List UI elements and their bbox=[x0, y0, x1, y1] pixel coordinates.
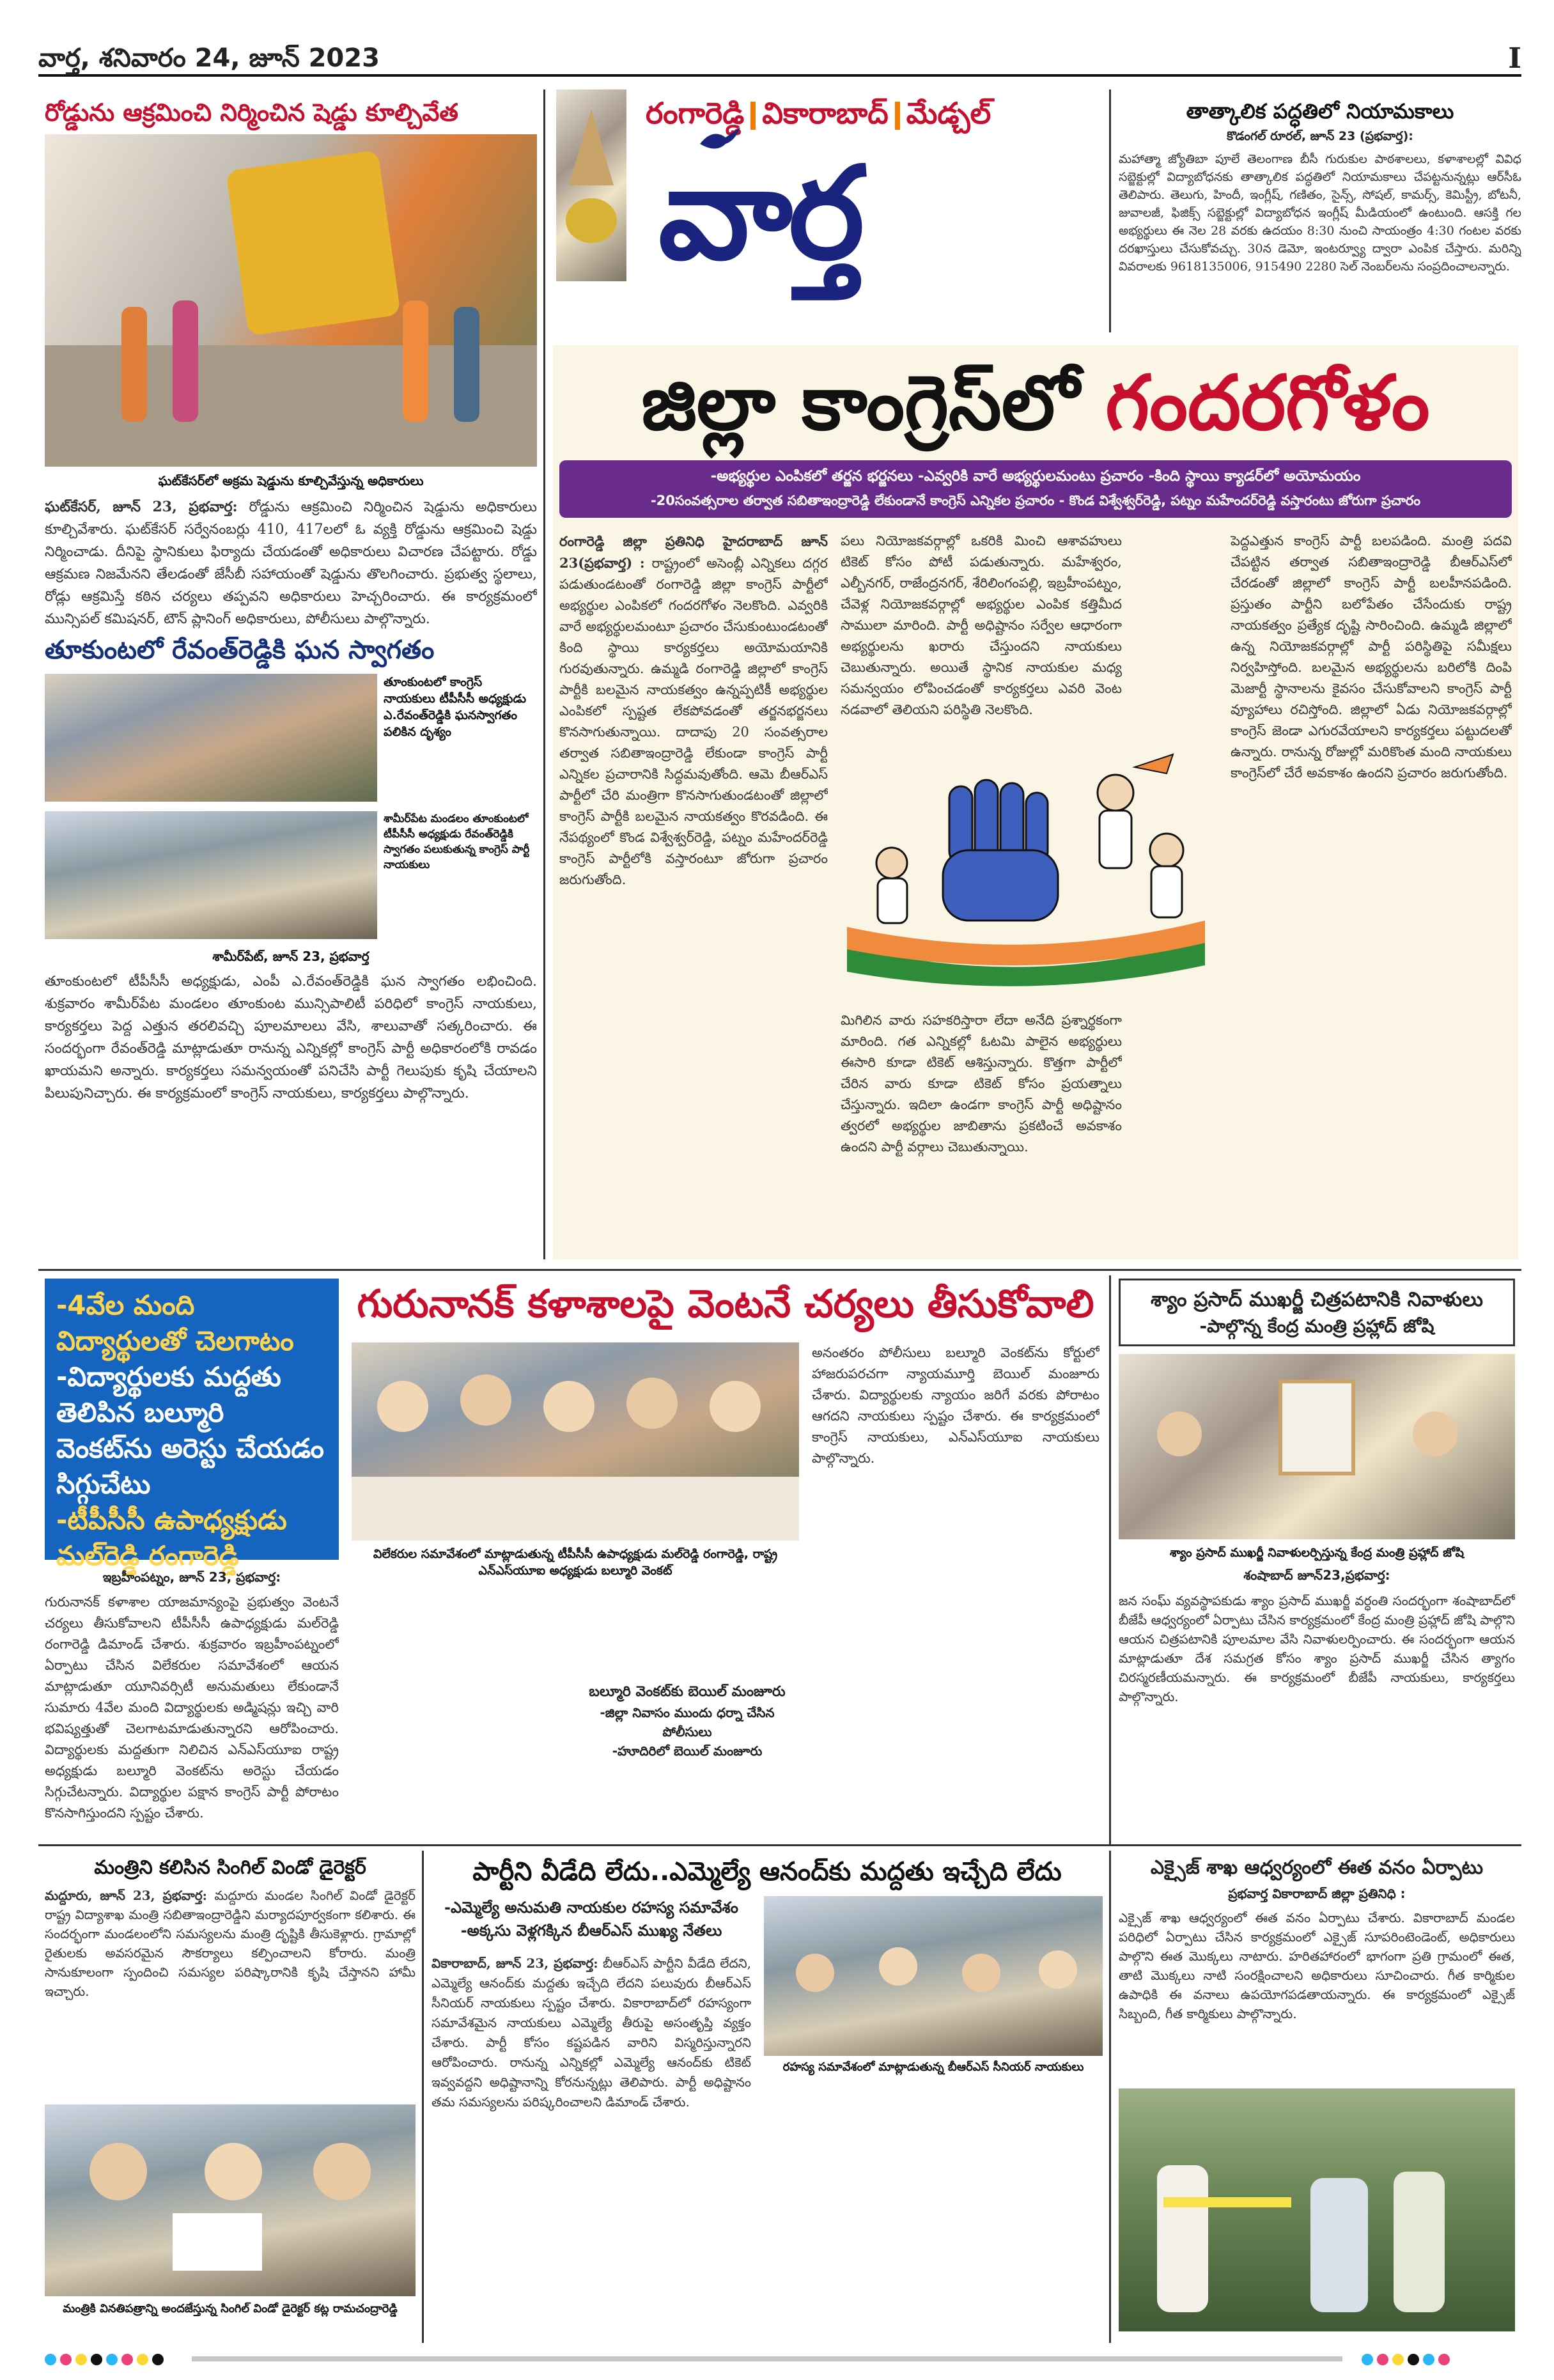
director-dateline: మద్దూరు, జూన్ 23, ప్రభవార్త: bbox=[45, 1888, 207, 1903]
masthead bbox=[556, 89, 1099, 332]
gurunanak-dateline: ఇబ్రహీంపట్నం, జూన్ 23, ప్రభవార్త: bbox=[102, 1569, 281, 1585]
party-headline: పార్టీని వీడేది లేదు..ఎమ్మెల్యే ఆనంద్‌కు మద్దతు ఇచ్చేది లేదు bbox=[472, 1857, 1062, 1886]
party-body bbox=[431, 1954, 751, 2337]
congress-col-4: పెద్దఎత్తున కాంగ్రెస్ పార్టీ బలపడింది. మంత్రి పదవి చేపట్టిన తర్వాత సబితాఇంద్రారెడ్డి బీఆర్ఎస్‌లో చేరడంతో జిల్లాలో కాంగ్రెస్ పార్టీ బలహీనపడింది. ప్రస్తుతం పార్టీని బలోపేతం చేసేందుకు రాష్ట్ర నాయకత్వం ప్రత్యేక దృష్టి సారించింది. ఉమ్మడి జిల్లాలో ఉన్న నియోజకవర్గాల్లో పార్టీ పరిస్థితిపై సమీక్షలు నిర్వహిస్తోంది. బలమైన అభ్యర్థులను బరిలోకి దింపి మెజార్టీ స్థానాలను కైవసం చేసుకోవాలని కాంగ్రెస్ పార్టీ వ్యూహాలు రచిస్తోంది. జిల్లాలో ఏడు నియోజకవర్గాల్లో కాంగ్రెస్ జెండా ఎగురవేయాలని కార్యకర్తలు పట్టుదలతో ఉన్నారు. రానున్న రోజుల్లో మరికొంత మంది నాయకులు కాంగ్రెస్‌లో చేరే అవకాశం ఉందని ప్రచారం జరుగుతోంది. bbox=[1231, 533, 1512, 781]
issue-date: వార్త, శనివారం 24, జూన్ 2023 bbox=[38, 43, 380, 73]
congress-deck-line-1: -అభ్యర్థుల ఎంపికలో తర్జన భర్జనలు -ఎవ్వరికి వారే అభ్యర్థులమంటు ప్రచారం -కింది స్థాయి క్యాడర్‌లో అయోమయం bbox=[710, 468, 1361, 485]
congress-headline-red: గందరగోళం bbox=[1105, 359, 1430, 447]
gurunanak-body: గురునానక్ కళాశాల యాజమాన్యంపై ప్రభుత్వం వెంటనే చర్యలు తీసుకోవాలని టీపీసీసీ ఉపాధ్యక్షుడు మల్‌రెడ్డి రంగారెడ్డి డిమాండ్ చేశారు. శుక్రవారం ఇబ్రహీంపట్నంలో ఏర్పాటు చేసిన విలేకరుల సమావేశంలో ఆయన మాట్లాడుతూ యూనివర్సిటీ అనుమతులు లేకుండానే సుమారు 4వేల మంది విద్యార్థులకు అడ్మిషన్లు ఇచ్చి వారి భవిష్యత్తుతో చెలగాటమాడుతున్నారని ఆరోపించారు. విద్యార్థులకు మద్దతుగా నిలిచిన ఎన్ఎస్‌యూఐ రాష్ట్ర అధ్యక్షుడు బల్మూరి వెంకట్‌ను అరెస్టు చేయడం సిగ్గుచేటన్నారు. విద్యార్థుల పక్షాన కాంగ్రెస్ పార్టీ పోరాటం కొనసాగిస్తుందని స్పష్టం చేశారు. bbox=[45, 1594, 339, 1821]
gurunanak-quote-1: -4వేల మంది విద్యార్థులతో చెలగాటం bbox=[56, 1289, 294, 1357]
shed-photo-caption: ఘట్‌కేసర్‌లో అక్రమ షెడ్డును కూల్చివేస్తున్న అధికారులు bbox=[158, 473, 424, 488]
party-subheads bbox=[431, 1896, 751, 1942]
story-mukherjee bbox=[1119, 1279, 1515, 1725]
district-rangareddy: రంగారెడ్డి bbox=[646, 96, 745, 130]
director-photo-caption: మంత్రికి వినతిపత్రాన్ని అందజేస్తున్న సింగిల్ విండో డైరెక్టర్ కట్ల రామచంద్రారెడ్డి bbox=[63, 2302, 398, 2315]
congress-col-1 bbox=[559, 531, 828, 1253]
revanth-dateline: శామీర్‌పేట్, జూన్ 23, ప్రభవార్త bbox=[212, 949, 369, 964]
story-revanth bbox=[45, 633, 537, 1264]
congress-headline-black: జిల్లా కాంగ్రెస్‌లో bbox=[641, 359, 1080, 447]
revanth-photo-1 bbox=[45, 674, 377, 802]
excise-photo bbox=[1119, 2088, 1515, 2331]
congress-headline bbox=[553, 358, 1518, 447]
page-marker: I bbox=[1508, 42, 1521, 75]
congress-col-2: పలు నియోజకవర్గాల్లో ఒకరికి మించి ఆశావహులు టికెట్ కోసం పోటీ పడుతున్నారు. మహేశ్వరం, ఎల్బీనగర్, రాజేంద్రనగర్, శేరిలింగంపల్లి, ఇబ్రహీంపట్నం, చేవెళ్ల నియోజకవర్గాల్లో అభ్యర్థుల ఎంపిక కత్తిమీద సాములా మారింది. పార్టీ అధిష్టానం సర్వేల ఆధారంగా అభ్యర్థులను ఖరారు చేస్తుందని నాయకులు చెబుతున్నారు. అయితే స్థానిక నాయకుల మధ్య సమన్వయం లోపించడంతో కార్యకర్తలు ఎవరి వెంట నడవాలో తెలియని పరిస్థితి నెలకొంది. bbox=[841, 533, 1122, 717]
appointments-dateline: కొడంగల్ రూరల్, జూన్ 23 (ప్రభవార్త): bbox=[1227, 129, 1413, 143]
masthead-temple-photo bbox=[556, 89, 626, 281]
gurunanak-photo-caption: విలేకరుల సమావేశంలో మాట్లాడుతున్న టీపీసీసీ ఉపాధ్యక్షుడు మల్‌రెడ్డి రంగారెడ్డి, రాష్ట్ర ఎన్ఎస్‌యూఐ అధ్యక్షుడు బల్మూరి వెంకట్ bbox=[373, 1547, 778, 1578]
mukherjee-dateline: శంషాబాద్ జూన్23,ప్రభవార్త: bbox=[1243, 1567, 1390, 1583]
revanth-photo-caption-1: తూంకుంటలో కాంగ్రెస్ నాయకులు టీపీసీసీ అధ్యక్షుడు ఎ.రేవంత్‌రెడ్డికి ఘనస్వాగతం పలికిన దృశ్యం bbox=[384, 675, 527, 739]
director-text: మద్దూరు మండల సింగిల్ విండో డైరెక్టర్ రాష్ట్ర విద్యాశాఖ మంత్రి సబితాఇంద్రారెడ్డిని మర్యాదపూర్వకంగా కలిశారు. ఈ సందర్భంగా మండలంలోని సమస్యలను మంత్రి దృష్టికి తీసుకెళ్లారు. గ్రామాల్లో రైతులకు అవసరమైన సౌకర్యాలు కల్పించాలని కోరారు. మంత్రి సానుకూలంగా స్పందించి సమస్యల పరిష్కారానికి కృషి చేస్తానని హామీ ఇచ్చారు. bbox=[45, 1888, 416, 1999]
appointments-body: మహాత్మా జ్యోతిబా పూలే తెలంగాణ బీసీ గురుకుల పాఠశాలలు, కళాశాలల్లో వివిధ సబ్జెక్టుల్లో విద్యాబోధనకు తాత్కాలిక పద్ధతిలో నియామకాలు చేపట్టనున్నట్లు ఆర్‌సీఓ తెలిపారు. తెలుగు, హిందీ, ఇంగ్లీష్, గణితం, సైన్స్, సోషల్, కామర్స్, కెమిస్ట్రీ, బోటనీ, జువాలజీ, ఫిజిక్స్ సబ్జెక్టుల్లో విద్యాబోధన ఇంగ్లీష్ మీడియంలో ఉంటుంది. ఆసక్తి గల అభ్యర్థులు ఈ నెల 28 వరకు ఉదయం 8:30 నుంచి సాయంత్రం 4:30 గంటల వరకు దరఖాస్తులు చేసుకోవచ్చు. 30న డెమో, ఇంటర్వ్యూ ద్వారా ఎంపిక చేస్తారు. మరిన్ని వివరాలకు 9618135006, 915490 2280 సెల్ నెంబర్‌లను సంప్రదించాలన్నారు. bbox=[1119, 152, 1521, 274]
gurunanak-headline: గురునానక్ కళాశాలపై వెంటనే చర్యలు తీసుకోవాలి bbox=[357, 1282, 1094, 1326]
shed-text: రోడ్డును ఆక్రమించి నిర్మించిన షెడ్డును అధికారులు కూల్చివేశారు. ఘట్‌కేసర్ సర్వేనంబర్లు 410, 417లలో ఓ వ్యక్తి రోడ్డును ఆక్రమించి షెడ్డు నిర్మించాడు. దీనిపై స్థానికులు ఫిర్యాదు చేయడంతో అధికారులు విచారణ చేపట్టారు. రోడ్డు ఆక్రమణ నిజమేనని తేలడంతో జేసీబీ సహాయంతో షెడ్డును తొలగించారు. ప్రభుత్వ స్థలాలు, రోడ్లు ఆక్రమిస్తే కఠిన చర్యలు తప్పవని అధికారులు హెచ్చరించారు. ఈ కార్యక్రమంలో మున్సిపల్ కమిషనర్, టౌన్ ప్లానింగ్ అధికారులు, పోలీసులు పాల్గొన్నారు. bbox=[45, 499, 537, 627]
print-strip bbox=[192, 2356, 1342, 2361]
revanth-photo-2 bbox=[45, 811, 377, 939]
party-body-continued bbox=[764, 2085, 1103, 2337]
mukherjee-subhead: -పాల్గొన్న కేంద్ర మంత్రి ప్రహ్లాద్ జోషి bbox=[1199, 1316, 1434, 1337]
excise-body: ఎక్సైజ్ శాఖ ఆధ్వర్యంలో ఈత వనం ఏర్పాటు చేశారు. వికారాబాద్ మండల పరిధిలో ఏర్పాటు చేసిన కార్యక్రమంలో ఎక్సైజ్ సూపరింటెండెంట్, అధికారులు పాల్గొని ఈత మొక్కలు నాటారు. హరితహారంలో భాగంగా ప్రతి గ్రామంలో ఈత, తాటి మొక్కలు నాటి సంరక్షించాలని అధికారులు సూచించారు. గీత కార్మికుల ఉపాధికి ఈ వనాలు ఉపయోగపడతాయన్నారు. ఈ కార్యక్రమంలో ఎక్సైజ్ సిబ్బంది, గీత కార్మికులు పాల్గొన్నారు. bbox=[1119, 1910, 1515, 2021]
mukherjee-body: జన సంఘ్ వ్యవస్థాపకుడు శ్యాం ప్రసాద్ ముఖర్జీ వర్ధంతి సందర్భంగా శంషాబాద్‌లో బీజేపీ ఆధ్వర్యంలో ఏర్పాటు చేసిన కార్యక్రమంలో కేంద్ర మంత్రి ప్రహ్లాద్ జోషి పాల్గొని ఆయన చిత్రపటానికి పూలమాల వేసి నివాళులర్పించారు. ఈ సందర్భంగా ఆయన మాట్లాడుతూ దేశ సమగ్రత కోసం శ్యాం ప్రసాద్ ముఖర్జీ చేసిన త్యాగం చిరస్మరణీయమన్నారు. ఈ కార్యక్రమంలో బీజేపీ నాయకులు, కార్యకర్తలు పాల్గొన్నారు. bbox=[1119, 1593, 1515, 1704]
revanth-headline: తూకుంటలో రేవంత్‌రెడ్డికి ఘన స్వాగతం bbox=[45, 635, 435, 665]
gurunanak-sub-box bbox=[575, 1681, 799, 1761]
party-subhead-2: -అక్కసు వెళ్లగక్కిన బీఆర్ఎస్ ముఖ్య నేతలు bbox=[460, 1922, 722, 1940]
story-director bbox=[45, 1854, 416, 2317]
director-photo bbox=[45, 2104, 416, 2296]
masthead-logo: వార్త bbox=[658, 139, 861, 288]
print-registration-marks-right bbox=[1362, 2353, 1521, 2365]
story-appointments bbox=[1119, 96, 1521, 323]
congress-dateline: రంగారెడ్డి జిల్లా ప్రతినిధి హైదరాబాద్ జూన్ 23(ప్రభవార్త) : bbox=[559, 533, 828, 571]
shed-dateline: ఘట్‌కేసర్, జూన్ 23, ప్రభవార్త: bbox=[45, 499, 238, 515]
gurunanak-sub-3: -హూదిరిలో బెయిల్ మంజూరు bbox=[612, 1743, 763, 1759]
district-medchal: మేడ్చల్ bbox=[906, 96, 991, 130]
appointments-headline: తాత్కాలిక పద్ధతిలో నియామకాలు bbox=[1186, 99, 1454, 123]
revanth-photo-caption-2: శామీర్‌పేట మండలం తూంకుంటలో టీపీసీసీ అధ్యక్షుడు రేవంత్‌రెడ్డికి స్వాగతం పలుకుతున్న కాంగ్రెస్ పార్టీ నాయకులు bbox=[384, 813, 530, 871]
shed-headline: రోడ్డును ఆక్రమించి నిర్మించిన షెడ్డు కూల్చివేత bbox=[45, 98, 458, 127]
gurunanak-side-quote bbox=[45, 1279, 339, 1571]
gurunanak-sub-2: -జిల్లా నివాసం ముందు ధర్నా చేసిన పోలీసులు bbox=[600, 1705, 775, 1739]
excise-headline: ఎక్సైజ్ శాఖ ఆధ్వర్యంలో ఈత వనం ఏర్పాటు bbox=[1150, 1856, 1484, 1879]
gurunanak-photo bbox=[352, 1342, 799, 1541]
gurunanak-quote-3: -టీపీసీసీ ఉపాధ్యక్షుడు మల్‌రెడ్డి రంగారెడ్డి bbox=[56, 1504, 287, 1571]
excise-dateline: ప్రభవార్త వికారాబాద్ జిల్లా ప్రతినిధి : bbox=[1228, 1886, 1406, 1901]
mukherjee-photo bbox=[1119, 1354, 1515, 1539]
story-congress bbox=[553, 345, 1518, 1259]
party-photo-caption: రహస్య సమావేశంలో మాట్లాడుతున్న బీఆర్ఎస్ సీనియర్ నాయకులు bbox=[782, 2060, 1084, 2074]
congress-text-1: రాష్ట్రంలో అసెంబ్లీ ఎన్నికలు దగ్గర పడుతుండటంతో రంగారెడ్డి జిల్లా కాంగ్రెస్ పార్టీలో అభ్యర్థుల ఎంపికలో గందరగోళం నెలకొంది. ఎవ్వరికి వారే అభ్యర్థులమంటూ ప్రచారం చేసుకుంటుండటంతో కింది స్థాయి కార్యకర్తలు అయోమయానికి గురవుతున్నారు. ఉమ్మడి రంగారెడ్డి జిల్లాలో కాంగ్రెస్ పార్టీకి బలమైన నాయకత్వం ఉన్నప్పటికీ అభ్యర్థుల ఎంపికలో స్పష్టత లేకపోవడంతో తర్జనభర్జనలు కొనసాగుతున్నాయి. దాదాపు 20 సంవత్సరాల తర్వాత సబితాఇంద్రారెడ్డి లేకుండా కాంగ్రెస్ పార్టీ ఎన్నికల ప్రచారానికి సిద్ధమవుతోంది. ఆమె బీఆర్ఎస్ పార్టీలో చేరి మంత్రిగా కొనసాగుతుండటంతో జిల్లాలో కాంగ్రెస్ పార్టీకి బలమైన నాయకత్వం కొరవడింది. ఈ నేపథ్యంలో కొండ విశ్వేశ్వర్‌రెడ్డి, పట్నం మహేందర్‌రెడ్డి కాంగ్రెస్ పార్టీలోకి వస్తారంటూ జోరుగా ప్రచారం జరుగుతోంది. bbox=[559, 556, 828, 887]
gurunanak-quote-2: -విద్యార్థులకు మద్దతు తెలిపిన బల్మూరి వెంకట్‌ను అరెస్టు చేయడం సిగ్గుచేటు bbox=[56, 1361, 324, 1500]
revanth-body: తూంకుంటలో టీపీసీసీ అధ్యక్షుడు, ఎంపీ ఎ.రేవంత్‌రెడ్డికి ఘన స్వాగతం లభించింది. శుక్రవారం శామీర్‌పేట మండలం తూంకుంట మున్సిపాలిటీ పరిధిలో కాంగ్రెస్ నాయకులు, కార్యకర్తలు పెద్ద ఎత్తున తరలివచ్చి పూలమాలలు వేసి, శాలువాతో సత్కరించారు. ఈ సందర్భంగా రేవంత్‌రెడ్డి మాట్లాడుతూ రానున్న ఎన్నికల్లో కాంగ్రెస్ పార్టీ అధికారంలోకి రావడం ఖాయమని అన్నారు. కార్యకర్తలు సమన్వయంతో పనిచేసి పార్టీ గెలుపుకు కృషి చేయాలని పిలుపునిచ్చారు. ఈ కార్యక్రమంలో కాంగ్రెస్ నాయకులు, కార్యకర్తలు పాల్గొన్నారు. bbox=[45, 974, 537, 1101]
mukherjee-photo-caption: శ్యాం ప్రసాద్ ముఖర్జీ నివాళులర్పిస్తున్న కేంద్ర మంత్రి ప్రహ్లాద్ జోషి bbox=[1169, 1546, 1465, 1560]
director-headline: మంత్రిని కలిసిన సింగిల్ విండో డైరెక్టర్ bbox=[94, 1856, 366, 1879]
gurunanak-sub-1: బల్మూరి వెంకట్‌కు బెయిల్ మంజూరు bbox=[589, 1684, 786, 1700]
gurunanak-body-continued bbox=[352, 1592, 563, 1835]
gurunanak-body-2: అనంతరం పోలీసులు బల్మూరి వెంకట్‌ను కోర్టులో హాజరుపరచగా న్యాయమూర్తి బెయిల్ మంజూరు చేశారు. విద్యార్థులకు న్యాయం జరిగే వరకు పోరాటం ఆగదని నాయకులు స్పష్టం చేశారు. ఈ కార్యక్రమంలో కాంగ్రెస్ నాయకులు, ఎన్ఎస్‌యూఐ నాయకులు పాల్గొన్నారు. bbox=[812, 1345, 1099, 1466]
mukherjee-headline: శ్యాం ప్రసాద్ ముఖర్జీ చిత్రపటానికి నివాళులు bbox=[1151, 1288, 1483, 1311]
page-header bbox=[38, 38, 1521, 77]
congress-cartoon bbox=[834, 735, 1218, 1004]
story-excise bbox=[1119, 1854, 1515, 2331]
shed-photo bbox=[45, 134, 537, 467]
congress-deck-line-2: -20సంవత్సరాల తర్వాత సబితాఇంద్రారెడ్డి లేకుండానే కాంగ్రెస్ ఎన్నికల ప్రచారం - కొండ విశ్వేశ్వర్‌రెడ్డి, పట్నం మహేందర్‌రెడ్డి వస్తారంటు జోరుగా ప్రచారం bbox=[650, 493, 1421, 508]
story-party bbox=[431, 1854, 1103, 2337]
district-vikarabad: వికారాబాద్ bbox=[762, 96, 889, 130]
party-subhead-1: -ఎమ్మెల్యే అనుమతి నాయకుల రహస్య సమావేశం bbox=[444, 1899, 738, 1917]
director-body bbox=[45, 1886, 416, 2097]
party-text: బీఆర్ఎస్ పార్టీని వీడేది లేదని, ఎమ్మెల్యే ఆనంద్‌కు మద్దతు ఇచ్చేది లేదని పలువురు బీఆర్ఎస్ సీనియర్ నాయకులు స్పష్టం చేశారు. వికారాబాద్‌లో రహస్యంగా సమావేశమైన నాయకులు ఎమ్మెల్యే తీరుపై అసంతృప్తి వ్యక్తం చేశారు. పార్టీ కోసం కష్టపడిన వారిని విస్మరిస్తున్నారని ఆరోపించారు. రానున్న ఎన్నికల్లో ఎమ్మెల్యే ఆనంద్‌కు టికెట్ ఇవ్వవద్దని అధిష్టానాన్ని కోరనున్నట్లు తెలిపారు. పార్టీ అధిష్టానం తమ సమస్యలను పరిష్కరించాలని డిమాండ్ చేశారు. bbox=[431, 1956, 751, 2110]
congress-col-3: మిగిలిన వారు సహకరిస్తారా లేదా అనేది ప్రశ్నార్థకంగా మారింది. గత ఎన్నికల్లో ఓటమి పాలైన అభ్యర్థులు ఈసారి కూడా టికెట్ ఆశిస్తున్నారు. కొత్తగా పార్టీలో చేరిన వారు కూడా టికెట్ కోసం ప్రయత్నాలు చేస్తున్నారు. ఇదిలా ఉండగా కాంగ్రెస్ పార్టీ అధిష్టానం త్వరలో అభ్యర్థుల జాబితాను ప్రకటించే అవకాశం ఉందని పార్టీ వర్గాలు చెబుతున్నాయి. bbox=[841, 1013, 1122, 1155]
party-dateline: వికారాబాద్, జూన్ 23, ప్రభవార్త: bbox=[431, 1956, 598, 1971]
party-photo bbox=[764, 1896, 1103, 2056]
congress-deck bbox=[559, 460, 1512, 518]
